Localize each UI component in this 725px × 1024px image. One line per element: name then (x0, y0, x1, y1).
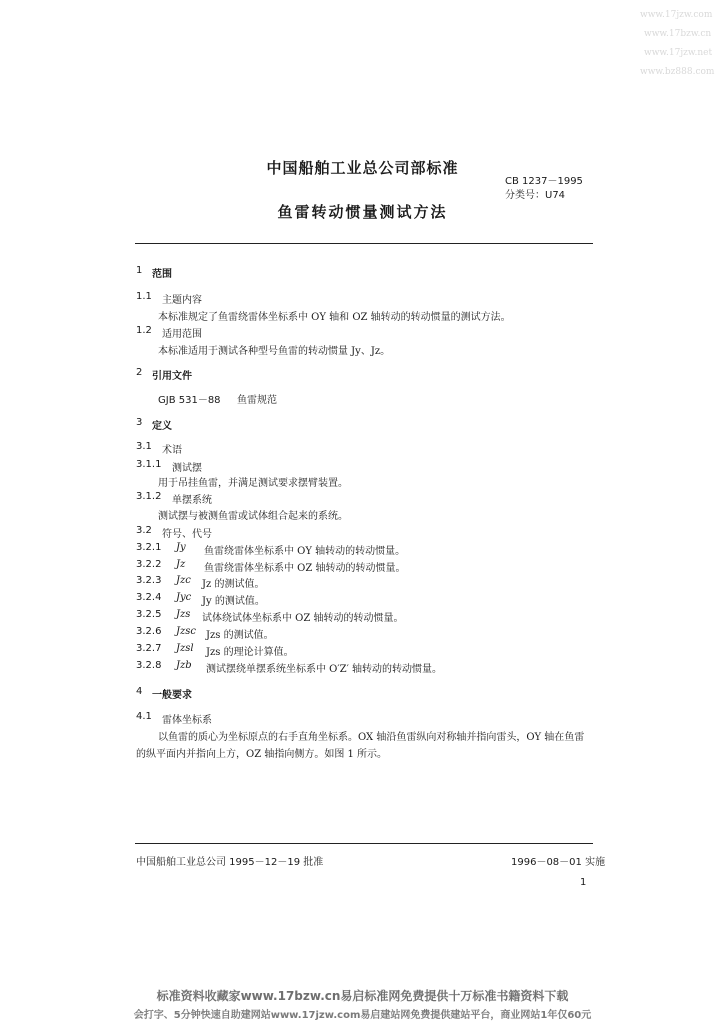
symbol: Jy (176, 542, 186, 553)
paragraph: 以鱼雷的质心为坐标原点的右手直角坐标系。OX 轴沿鱼雷纵向对称轴并指向雷头，OY 轴在鱼雷 (158, 732, 585, 743)
paragraph: 本标准规定了鱼雷绕雷体坐标系中 OY 轴和 OZ 轴转动的转动惯量的测试方法。 (158, 312, 511, 323)
section-number: 3.2.5 (136, 609, 162, 620)
page-number: 1 (580, 877, 587, 888)
symbol: Jzb (176, 660, 192, 671)
standard-number: CB 1237－1995 (505, 176, 583, 187)
section-number: 1.2 (136, 325, 152, 336)
footer-divider (135, 843, 593, 844)
symbol-description: 鱼雷绕雷体坐标系中 OY 轴转动的转动惯量。 (204, 546, 406, 557)
section-number: 3.2.2 (136, 559, 162, 570)
symbol: Jzs (176, 609, 191, 620)
watermark-url: www.17bzw.cn (644, 29, 712, 39)
section-title: 术语 (162, 445, 182, 456)
symbol: Jzc (176, 575, 191, 586)
symbol-description: 试体绕试体坐标系中 OZ 轴转动的转动惯量。 (202, 613, 404, 624)
effective-date: 1996－08－01 实施 (511, 857, 606, 868)
paragraph: 的纵平面内并指向上方，OZ 轴指向侧方。如图 1 所示。 (136, 749, 388, 760)
section-number: 4.1 (136, 711, 152, 722)
organization-heading: 中国船舶工业总公司部标准 (266, 159, 459, 177)
section-number: 3.2.8 (136, 660, 162, 671)
section-title: 符号、代号 (162, 529, 212, 540)
section-title: 引用文件 (152, 371, 192, 382)
document-title: 鱼雷转动惯量测试方法 (277, 203, 448, 221)
reference-code: GJB 531－88 (158, 395, 221, 406)
section-title: 测试摆 (172, 463, 202, 474)
symbol-description: Jz 的测试值。 (202, 579, 265, 590)
promo-line[interactable]: 标准资料收藏家www.17bzw.cn易启标准网免费提供十万标准书籍资料下载 (156, 989, 569, 1003)
watermark-url: www.bz888.com (640, 67, 715, 77)
symbol: Jz (176, 559, 186, 570)
section-title: 主题内容 (162, 295, 202, 306)
section-number: 3.1.1 (136, 459, 162, 470)
symbol: Jzsc (176, 626, 197, 637)
section-number: 3 (136, 417, 143, 428)
watermark-url: www.17jzw.net (644, 48, 713, 58)
section-number: 3.2.1 (136, 542, 162, 553)
section-title: 单摆系统 (172, 495, 212, 506)
section-number: 3.2.7 (136, 643, 162, 654)
section-number: 4 (136, 686, 143, 697)
paragraph: 本标准适用于测试各种型号鱼雷的转动惯量 Jy、Jz。 (158, 346, 391, 357)
paragraph: 用于吊挂鱼雷，并满足测试要求摆臂装置。 (158, 478, 348, 489)
section-number: 3.1.2 (136, 491, 162, 502)
symbol-description: 测试摆绕单摆系统坐标系中 O′Z′ 轴转动的转动惯量。 (206, 664, 443, 675)
symbol-description: 鱼雷绕雷体坐标系中 OZ 轴转动的转动惯量。 (204, 563, 406, 574)
section-number: 3.1 (136, 441, 152, 452)
approval-date: 中国船舶工业总公司 1995－12－19 批准 (136, 857, 324, 868)
section-number: 2 (136, 367, 143, 378)
paragraph: 测试摆与被测鱼雷或试体组合起来的系统。 (158, 511, 348, 522)
header-divider (135, 243, 593, 244)
promo-line[interactable]: 会打字、5分钟快速自助建网站www.17jzw.com易启建站网免费提供建站平台，商业网站1年仅60元 (133, 1010, 592, 1021)
section-title: 定义 (152, 421, 172, 432)
symbol: Jyc (176, 592, 192, 603)
symbol: Jzsl (176, 643, 194, 654)
watermark-url: www.17jzw.com (640, 10, 713, 20)
section-number: 1 (136, 265, 143, 276)
section-number: 3.2.6 (136, 626, 162, 637)
symbol-description: Jy 的测试值。 (202, 596, 265, 607)
section-title: 一般要求 (152, 690, 192, 701)
classification-code: 分类号：U74 (505, 190, 566, 201)
symbol-description: Jzs 的测试值。 (206, 630, 274, 641)
section-number: 1.1 (136, 291, 152, 302)
section-number: 3.2.4 (136, 592, 162, 603)
section-title: 适用范围 (162, 329, 202, 340)
symbol-description: Jzs 的理论计算值。 (206, 647, 294, 658)
section-title: 雷体坐标系 (162, 715, 212, 726)
section-title: 范围 (152, 269, 172, 280)
section-number: 3.2.3 (136, 575, 162, 586)
section-number: 3.2 (136, 525, 152, 536)
reference-title: 鱼雷规范 (237, 395, 277, 406)
